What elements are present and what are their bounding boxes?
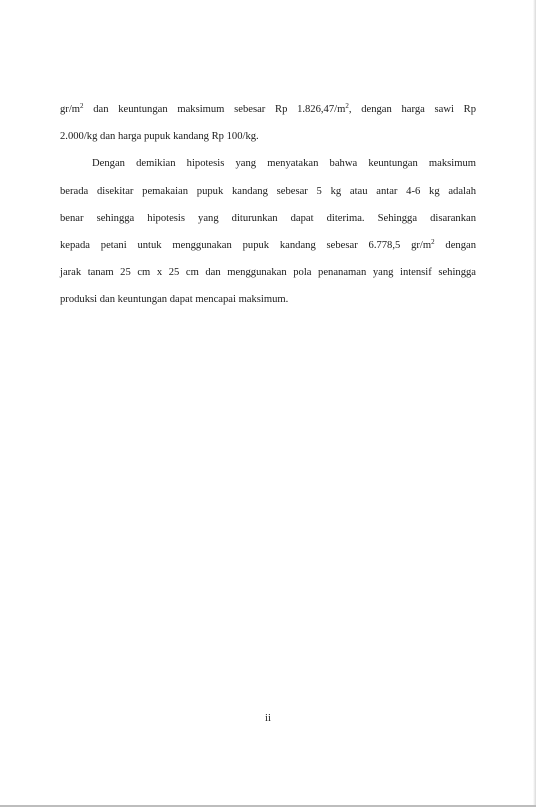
- text-fragment: dengan: [434, 239, 476, 251]
- paragraph-2-line-5: jarak tanam 25 cm x 25 cm dan menggunakan pola penanaman yang intensif sehingga: [60, 267, 476, 279]
- paragraph-2-line-3: benar sehingga hipotesis yang diturunkan dapat diterima. Sehingga disarankan: [60, 212, 476, 224]
- paragraph-1-line-1: [60, 96, 476, 123]
- text-fragment: , dengan harga sawi Rp: [348, 104, 477, 115]
- text-fragment: kepada petani untuk menggunakan pupuk kandang sebesar 6.778,5 gr/m: [60, 239, 432, 251]
- paragraph-1-line-2: 2.000/kg dan harga pupuk kandang Rp 100/kg.: [60, 131, 259, 143]
- paragraph-2-line-6: produksi dan keuntungan dapat mencapai maksimum.: [60, 294, 289, 306]
- paragraph-2-line-2: berada disekitar pemakaian pupuk kandang sebesar 5 kg atau antar 4-6 kg adalah: [60, 185, 476, 197]
- text-fragment: gr/m: [60, 104, 81, 115]
- body-text: [60, 96, 476, 314]
- text-fragment: dan keuntungan maksimum sebesar Rp 1.826,47/m: [83, 104, 346, 115]
- page-number: ii: [265, 713, 271, 724]
- superscript: 2: [345, 102, 349, 110]
- superscript: 2: [431, 237, 435, 246]
- paragraph-2-line-1: Dengan demikian hipotesis yang menyatakan bahwa keuntungan maksimum: [92, 158, 476, 170]
- superscript: 2: [80, 102, 84, 110]
- paragraph-2-line-4: [60, 232, 476, 259]
